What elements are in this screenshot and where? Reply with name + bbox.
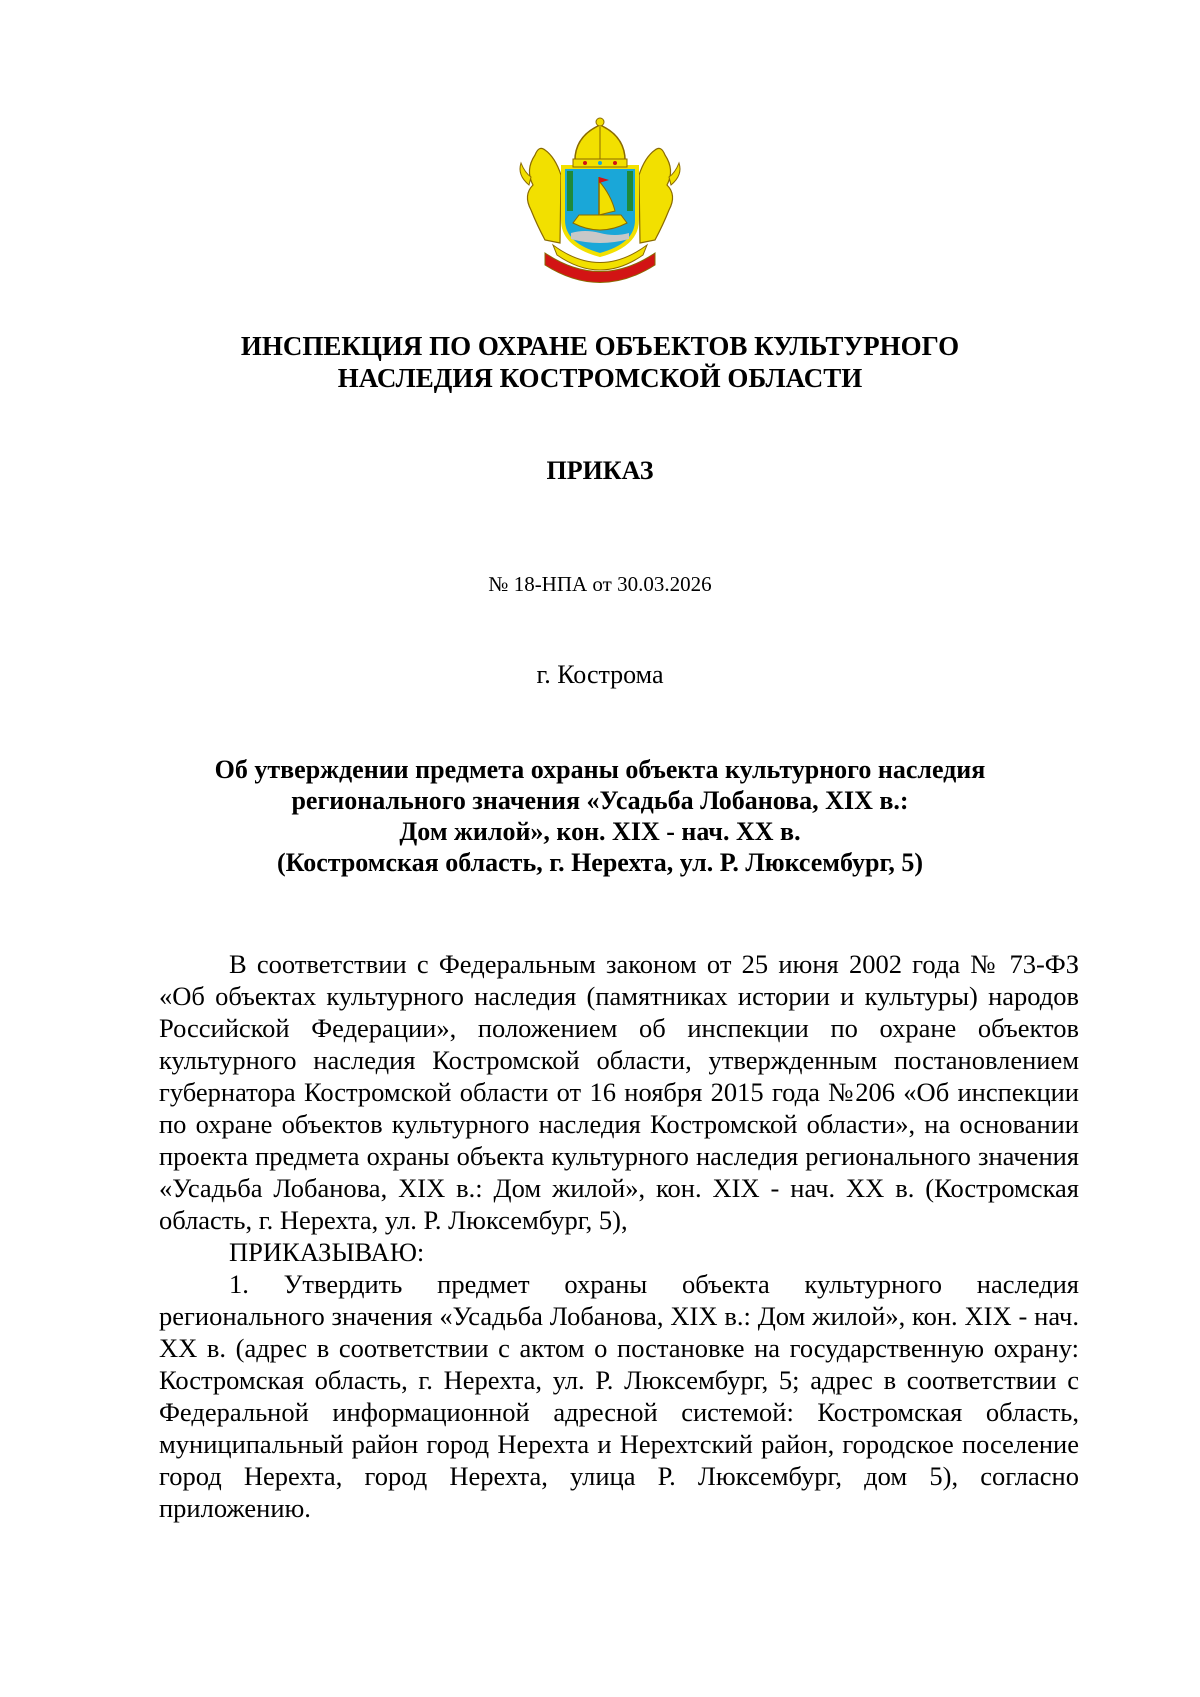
organization-title (100, 330, 1100, 394)
directive-word: ПРИКАЗЫВАЮ: (229, 1237, 425, 1267)
emblem-left-lion (527, 148, 561, 243)
emblem-right-lion (639, 148, 673, 243)
order-item-1: 1. Утвердить предмет охраны объекта культурного наследия регионального значения «Усадьба Лобанова, XIX в.: Дом жилой», кон. XIX - нач. XX в. (адрес в соответствии с актом о постановке на государственную охрану: Костромская область, г. Нерехта, ул. Р. Люксембург, 5; адрес в соответствии с Федеральной информационной адресной системой: Костромская область, муниципальный район город Нерехта и Нерехтский район, городское поселение город Нерехта, город Нерехта, улица Р. Люксембург, дом 5), согласно приложению. (159, 1269, 1079, 1523)
subject-line-2: регионального значения «Усадьба Лобанова, XIX в.: (291, 786, 909, 815)
subject-line-1: Об утверждении предмета охраны объекта культурного наследия (214, 755, 986, 784)
document-subject (100, 754, 1100, 878)
preamble-paragraph: В соответствии с Федеральным законом от 25 июня 2002 года № 73-ФЗ «Об объектах культурного наследия (памятниках истории и культуры) народов Российской Федерации», положением об инспекции по охране объектов культурного наследия Костромской области, утвержденным постановлением губернатора Костромской области от 16 ноября 2015 года №206 «Об инспекции по охране объектов культурного наследия Костромской области», на основании проекта предмета охраны объекта культурного наследия регионального значения «Усадьба Лобанова, XIX в.: Дом жилой», кон. XIX - нач. XX в. (Костромская область, г. Нерехта, ул. Р. Люксембург, 5), (159, 949, 1079, 1235)
subject-line-3: Дом жилой», кон. XIX - нач. XX в. (399, 817, 801, 846)
subject-line-4: (Костромская область, г. Нерехта, ул. Р. Люксембург, 5) (276, 848, 924, 877)
document-type: ПРИКАЗ (546, 456, 654, 485)
organization-title-line-2: НАСЛЕДИЯ КОСТРОМСКОЙ ОБЛАСТИ (337, 363, 863, 393)
document-body (159, 948, 1079, 1524)
coat-of-arms-emblem (515, 115, 685, 295)
document-number: № 18-НПА от 30.03.2026 (488, 572, 712, 596)
document-city: г. Кострома (536, 660, 664, 689)
organization-title-line-1: ИНСПЕКЦИЯ ПО ОХРАНЕ ОБЪЕКТОВ КУЛЬТУРНОГО (240, 331, 960, 361)
